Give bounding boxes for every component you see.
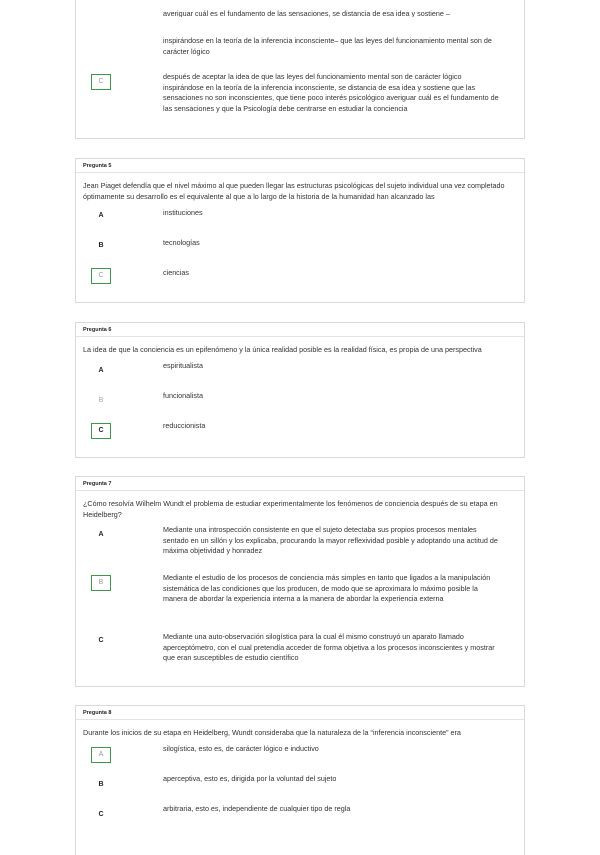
q5-option-b-text: tecnologías: [163, 238, 200, 247]
q6-option-b-letter[interactable]: B: [98, 397, 104, 404]
q7-option-b-selected[interactable]: B: [91, 575, 111, 591]
question-6-text: La idea de que la conciencia es un epifenómeno y la única realidad posible es la realidad física, es propia de una perspectiva: [83, 345, 482, 354]
q8-option-c-letter[interactable]: C: [98, 811, 104, 818]
question-6-header: Pregunta 6: [76, 323, 524, 337]
question-4-card: [75, 0, 525, 139]
q4-option-b-text: inspirándose en la teoría de la inferencia inconsciente– que las leyes del funcionamiento mental son de carácter lógico: [163, 36, 492, 56]
question-5-text: Jean Piaget defendía que el nivel máximo al que pueden llegar las estructuras psicológicas del sujeto individual una vez completado óptimamente su desarrollo es el equivalente al que a lo largo de la historia de la humanidad han alcanzado las: [83, 181, 505, 201]
q5-option-a-text: instituciones: [163, 208, 203, 217]
question-7-text: ¿Cómo resolvía Wilhelm Wundt el problema de estudiar experimentalmente los fenómenos de conciencia después de su etapa en Heidelberg?: [83, 499, 498, 519]
q7-option-b-text: Mediante el estudio de los procesos de conciencia más simples en tanto que ligados a la manipulación sistemática de las condiciones que los producen, de modo que se aproximara lo máximo posible la manera de abordar la experiencia interna a la manera de abordar la experiencia externa: [163, 573, 491, 603]
q4-cut-text: averiguar cuál es el fundamento de las sensaciones, se distancia de esa idea y sostiene –: [163, 9, 450, 17]
q5-option-c-selected[interactable]: C: [91, 268, 111, 284]
q6-option-b-text: funcionalista: [163, 391, 203, 400]
question-7-header: Pregunta 7: [76, 477, 524, 491]
q7-option-a-text: Mediante una introspección consistente en que el sujeto detectaba sus propios procesos mentales sentado en un sillón y los explicaba, procurando la mayor reflexividad posible y adoptando una actitud de máxima objetividad y honradez: [163, 525, 498, 555]
q7-option-c-letter[interactable]: C: [98, 637, 104, 644]
q7-option-a-letter[interactable]: A: [98, 531, 104, 538]
q8-option-a-text: silogística, esto es, de carácter lógico e inductivo: [163, 744, 319, 753]
q5-option-c-text: ciencias: [163, 268, 189, 277]
q8-option-b-text: aperceptiva, esto es, dirigida por la voluntad del sujeto: [163, 774, 337, 783]
q4-option-c-selected[interactable]: C: [91, 74, 111, 90]
q8-option-b-letter[interactable]: B: [98, 781, 104, 788]
question-8-header: Pregunta 8: [76, 706, 524, 720]
question-5-card: [75, 158, 525, 303]
question-7-card: [75, 476, 525, 687]
question-6-card: [75, 322, 525, 458]
q7-option-c-text: Mediante una auto-observación silogística para la cual él mismo construyó un aparato llamado aperceptómetro, con el cual pretendía acceder de forma objetiva a los procesos inconscientes y mostrar que eran susceptibles de estudio científico: [163, 632, 495, 662]
question-5-header: Pregunta 5: [76, 159, 524, 173]
q6-option-a-letter[interactable]: A: [98, 367, 104, 374]
q8-option-c-text: arbitraria, esto es, independiente de cualquier tipo de regla: [163, 804, 351, 813]
q6-option-c-text: reduccionista: [163, 421, 206, 430]
q5-option-b-letter[interactable]: B: [98, 242, 104, 249]
q5-option-a-letter[interactable]: A: [98, 212, 104, 219]
question-8-card: [75, 705, 525, 855]
q6-option-c-selected[interactable]: C: [91, 423, 111, 439]
q6-option-a-text: espiritualista: [163, 361, 203, 370]
question-8-text: Durante los inicios de su etapa en Heidelberg, Wundt consideraba que la naturaleza de la “inferencia inconsciente” era: [83, 728, 461, 737]
q8-option-a-selected[interactable]: A: [91, 747, 111, 763]
q4-option-c-text: después de aceptar la idea de que las leyes del funcionamiento mental son de carácter lógico inspirándose en la teoría de la inferencia inconsciente, se distancia de esa idea y sostiene que las sensaciones no son inconscientes, que tiene poco interés psicológico averiguar cuál es el fundamento de las sensaciones y que la Psicología debe centrarse en estudiar la conciencia: [163, 72, 499, 113]
